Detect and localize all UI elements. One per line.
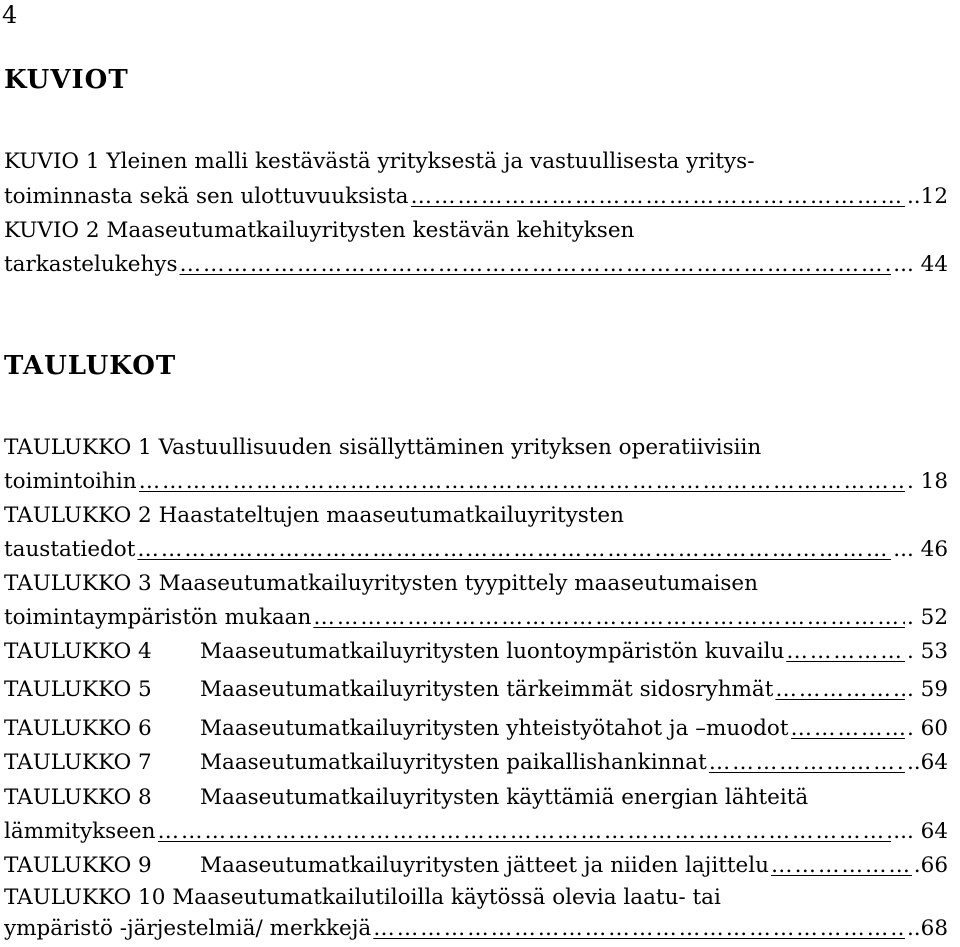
table-label: TAULUKKO 7 [4,750,152,775]
leader-end: ... [893,537,921,562]
table-label: TAULUKKO 4 [4,639,152,664]
toc-entry-text: toimintaympäristön mukaan [4,605,312,630]
table-title: Vastuullisuuden sisällyttäminen yrityksen operatiivisiin [158,435,762,460]
leader-end: ... [893,819,921,844]
leader-end: .. [906,750,921,775]
table-title: Maaseutumatkailutiloilla käytössä olevia laatu- tai [172,885,721,910]
toc-entry-text: ympäristö -järjestelmiä/ merkkejä [4,916,372,941]
dot-leader [139,466,905,498]
toc-entry-text: toiminnasta sekä sen ulottuvuuksista [4,184,409,209]
toc-entry-text: tarkastelukehys [4,252,178,277]
table-label: TAULUKKO 1 [4,435,152,460]
toc-entry-page: 53 [920,639,948,664]
toc-entry-page: 44 [920,252,948,277]
dot-leader [313,602,905,634]
leader-end: . [906,605,921,630]
toc-entry-figure-1-line-2 [4,181,948,213]
table-label: TAULUKKO 10 [4,885,166,910]
toc-entry-table-6 [4,713,948,745]
toc-entry-page: 18 [920,469,948,494]
table-label: TAULUKKO 3 [4,571,152,596]
figures-heading: KUVIOT [4,65,129,95]
toc-entry-table-2-line-1 [4,500,948,532]
table-title: Maaseutumatkailuyritysten luontoympäristön kuvailu [200,639,785,664]
table-label: TAULUKKO 2 [4,503,152,528]
dot-leader [791,713,905,745]
toc-entry-table-5 [4,674,948,706]
table-title: Maaseutumatkailuyritysten tärkeimmät sidosryhmät [200,677,774,702]
dot-leader [786,636,905,668]
table-title: Maaseutumatkailuyritysten tyypittely maaseutumaisen [158,571,758,596]
toc-entry-text: toimintoihin [4,469,137,494]
page-number: 4 [2,1,18,29]
toc-entry-page: 68 [920,916,948,941]
dot-leader [411,181,905,213]
toc-entry-page: 64 [920,750,948,775]
toc-entry-text: taustatiedot [4,537,136,562]
toc-entry-page: 12 [920,184,948,209]
dot-leader [158,816,892,848]
toc-entry-table-10-line-1 [4,882,948,914]
table-title: Maaseutumatkailuyritysten yhteistyötahot ja –muodot [200,716,789,741]
toc-entry-table-3-line-1 [4,568,948,600]
toc-entry-table-7 [4,747,948,779]
toc-entry-page: 46 [920,537,948,562]
leader-end: .. [906,184,921,209]
table-label: TAULUKKO 8 [4,785,152,810]
dot-leader [137,534,891,566]
table-title: Maaseutumatkailuyritysten jätteet ja niiden lajittelu [200,853,769,878]
toc-entry-table-9 [4,850,948,882]
leader-end: . [906,677,921,702]
dot-leader [709,747,905,779]
leader-end: .. [906,916,921,941]
dot-leader [179,249,891,281]
table-label: TAULUKKO 5 [4,677,152,702]
toc-entry-figure-1-line-1: KUVIO 1 Yleinen malli kestävästä yrityksestä ja vastuullisesta yritys- [4,149,755,174]
toc-entry-table-3-line-2 [4,602,948,634]
toc-entry-table-10-line-2 [4,913,948,945]
toc-entry-page: 66 [920,853,948,878]
leader-end: . [906,639,921,664]
table-label: TAULUKKO 9 [4,853,152,878]
toc-entry-text: lämmitykseen [4,819,156,844]
toc-entry-table-4 [4,636,948,668]
dot-leader [775,674,905,706]
toc-entry-page: 59 [920,677,948,702]
dot-leader [373,913,905,945]
toc-entry-table-2-line-2 [4,534,948,566]
table-title: Haastateltujen maaseutumatkailuyritysten [158,503,624,528]
toc-entry-figure-2-line-2 [4,249,948,281]
toc-entry-table-8-line-2 [4,816,948,848]
leader-end: ... [893,252,921,277]
toc-entry-page: 60 [920,716,948,741]
leader-end: . [906,469,921,494]
toc-entry-page: 64 [920,819,948,844]
table-title: Maaseutumatkailuyritysten käyttämiä energian lähteitä [200,785,809,810]
toc-entry-page: 52 [920,605,948,630]
table-label: TAULUKKO 6 [4,716,152,741]
dot-leader [771,850,912,882]
tables-heading: TAULUKOT [4,351,177,381]
table-title: Maaseutumatkailuyritysten paikallishankinnat [200,750,707,775]
toc-entry-table-8-line-1 [4,782,948,814]
toc-entry-table-1-line-1 [4,432,948,464]
leader-end: . [906,716,921,741]
toc-entry-table-1-line-2 [4,466,948,498]
leader-end: . [913,853,921,878]
toc-entry-figure-2-line-1: KUVIO 2 Maaseutumatkailuyritysten kestävän kehityksen [4,218,635,243]
